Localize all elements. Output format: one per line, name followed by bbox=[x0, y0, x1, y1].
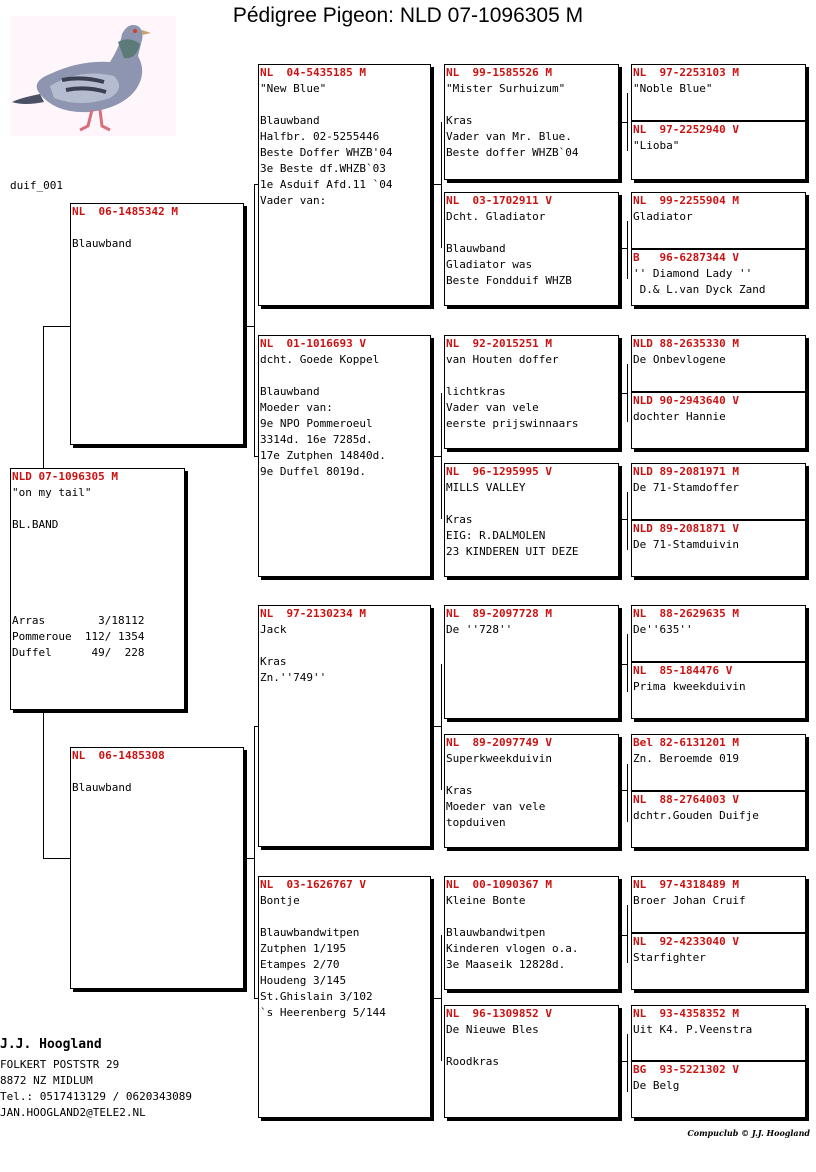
ring-number: NL 00-1090367 M bbox=[446, 878, 552, 891]
pigeon-info: "Lioba" bbox=[633, 139, 680, 152]
ring-number: Bel 82-6131201 M bbox=[633, 736, 739, 749]
pigeon-card-ggp bbox=[444, 876, 619, 990]
ring-number: NL 96-1295995 V bbox=[446, 465, 552, 478]
pigeon-info: Uit K4. P.Veenstra bbox=[633, 1023, 753, 1036]
pigeon-card-ggp bbox=[444, 335, 619, 449]
pigeon-card-gggp bbox=[631, 734, 806, 791]
pigeon-card-ggp bbox=[444, 192, 619, 306]
owner-name: J.J. Hoogland bbox=[0, 1037, 102, 1052]
pigeon-card-gggp bbox=[631, 249, 806, 306]
owner-info bbox=[0, 1036, 192, 1121]
ring-number: NLD 88-2635330 M bbox=[633, 337, 739, 350]
ring-number: NLD 90-2943640 V bbox=[633, 394, 739, 407]
ring-number: NL 92-2015251 M bbox=[446, 337, 552, 350]
ring-number: NL 06-1485308 bbox=[72, 749, 165, 762]
pigeon-info: dcht. Goede Koppel Blauwband Moeder van: 9e NPO Pommeroeul 3314d. 16e 7285d. 17e Zutphen 14840d. 9e Duffel 8019d. bbox=[260, 353, 386, 478]
pigeon-card-ggp bbox=[444, 463, 619, 577]
pigeon-card-gggp bbox=[631, 64, 806, 121]
credit-text: Compuclub © J.J. Hoogland bbox=[687, 1128, 810, 1138]
pigeon-card-gggp bbox=[631, 121, 806, 180]
ring-number: NL 97-2252940 V bbox=[633, 123, 739, 136]
ring-number: NL 99-2255904 M bbox=[633, 194, 739, 207]
pigeon-info: De 71-Stamdoffer bbox=[633, 481, 739, 494]
pigeon-card-gp bbox=[258, 335, 431, 577]
ring-number: NL 92-4233040 V bbox=[633, 935, 739, 948]
pigeon-card-gggp bbox=[631, 791, 806, 848]
ring-number: NL 99-1585526 M bbox=[446, 66, 552, 79]
pigeon-card-gggp bbox=[631, 662, 806, 719]
pigeon-info: "Mister Surhuizum" Kras Vader van Mr. Blue. Beste doffer WHZB`04 bbox=[446, 82, 579, 159]
pigeon-card-gggp bbox=[631, 1061, 806, 1118]
ring-number: NL 88-2629635 M bbox=[633, 607, 739, 620]
ring-number: NL 04-5435185 M bbox=[260, 66, 366, 79]
pigeon-info: De Nieuwe Bles Roodkras bbox=[446, 1023, 539, 1068]
pigeon-info: dochter Hannie bbox=[633, 410, 726, 423]
pigeon-info: MILLS VALLEY Kras EIG: R.DALMOLEN 23 KINDEREN UIT DEZE bbox=[446, 481, 579, 558]
pigeon-card-ggp bbox=[444, 64, 619, 180]
pigeon-info: Broer Johan Cruif bbox=[633, 894, 746, 907]
pigeon-info: De 71-Stamduivin bbox=[633, 538, 739, 551]
owner-phone: Tel.: 0517413129 / 0620343089 bbox=[0, 1090, 193, 1103]
pigeon-info: Dcht. Gladiator Blauwband Gladiator was Beste Fondduif WHZB bbox=[446, 210, 572, 287]
ring-number: NL 89-2097749 V bbox=[446, 736, 552, 749]
pigeon-info: van Houten doffer lichtkras Vader van vele eerste prijswinnaars bbox=[446, 353, 579, 430]
pigeon-info: Bontje Blauwbandwitpen Zutphen 1/195 Etampes 2/70 Houdeng 3/145 St.Ghislain 3/102 `s Heerenberg 5/144 bbox=[260, 894, 386, 1019]
pigeon-card-gp bbox=[258, 605, 431, 847]
pigeon-info: De''635'' bbox=[633, 623, 693, 636]
pigeon-card-gggp bbox=[631, 876, 806, 933]
pigeon-card-father bbox=[70, 203, 244, 445]
pigeon-info: De ''728'' bbox=[446, 623, 513, 636]
pigeon-card-gggp bbox=[631, 463, 806, 520]
pigeon-info: Kleine Bonte Blauwbandwitpen Kinderen vlogen o.a. 3e Maaseik 12828d. bbox=[446, 894, 579, 971]
ring-number: NLD 89-2081871 V bbox=[633, 522, 739, 535]
page-title: Pédigree Pigeon: NLD 07-1096305 M bbox=[232, 4, 584, 27]
ring-number: NL 97-2253103 M bbox=[633, 66, 739, 79]
pigeon-card-main bbox=[10, 468, 185, 710]
pigeon-info: Jack Kras Zn.''749'' bbox=[260, 623, 327, 684]
ring-number: NL 01-1016693 V bbox=[260, 337, 366, 350]
pigeon-info: Blauwband bbox=[72, 237, 132, 250]
pigeon-photo bbox=[10, 16, 176, 136]
pigeon-info: Gladiator bbox=[633, 210, 693, 223]
pigeon-card-gggp bbox=[631, 520, 806, 577]
ring-number: NL 93-4358352 M bbox=[633, 1007, 739, 1020]
ring-number: NL 97-4318489 M bbox=[633, 878, 739, 891]
pigeon-info: dchtr.Gouden Duifje bbox=[633, 809, 759, 822]
ring-number: NL 03-1702911 V bbox=[446, 194, 552, 207]
ring-number: BG 93-5221302 V bbox=[633, 1063, 739, 1076]
pigeon-card-gggp bbox=[631, 392, 806, 449]
pedigree-label: duif_001 bbox=[10, 179, 63, 192]
pigeon-info: De Onbevlogene bbox=[633, 353, 726, 366]
ring-number: NL 97-2130234 M bbox=[260, 607, 366, 620]
ring-number: NL 85-184476 V bbox=[633, 664, 733, 677]
pigeon-card-gggp bbox=[631, 335, 806, 392]
pigeon-card-gggp bbox=[631, 192, 806, 249]
ring-number: NL 96-1309852 V bbox=[446, 1007, 552, 1020]
pigeon-info: Blauwband bbox=[72, 781, 132, 794]
ring-number: NLD 89-2081971 M bbox=[633, 465, 739, 478]
owner-address: FOLKERT POSTSTR 29 bbox=[0, 1058, 120, 1071]
pigeon-card-ggp bbox=[444, 1005, 619, 1118]
pigeon-card-gggp bbox=[631, 933, 806, 990]
ring-number: NLD 07-1096305 M bbox=[12, 470, 118, 483]
ring-number: NL 03-1626767 V bbox=[260, 878, 366, 891]
pigeon-info: Superkweekduivin Kras Moeder van vele topduiven bbox=[446, 752, 552, 829]
ring-number: NL 88-2764003 V bbox=[633, 793, 739, 806]
pigeon-card-gggp bbox=[631, 1005, 806, 1061]
pigeon-info: Zn. Beroemde 019 bbox=[633, 752, 739, 765]
owner-email: JAN.HOOGLAND2@TELE2.NL bbox=[0, 1106, 146, 1119]
pigeon-info: "New Blue" Blauwband Halfbr. 02-5255446 Beste Doffer WHZB'04 3e Beste df.WHZB`03 1e Asduif Afd.11 `04 Vader van: bbox=[260, 82, 393, 207]
ring-number: NL 06-1485342 M bbox=[72, 205, 178, 218]
pigeon-info: Prima kweekduivin bbox=[633, 680, 746, 693]
pigeon-card-gp bbox=[258, 876, 431, 1118]
pigeon-card-ggp bbox=[444, 734, 619, 848]
pigeon-info: De Belg bbox=[633, 1079, 680, 1092]
pigeon-card-gggp bbox=[631, 605, 806, 662]
pigeon-card-gp bbox=[258, 64, 431, 306]
ring-number: B 96-6287344 V bbox=[633, 251, 739, 264]
pigeon-card-mother bbox=[70, 747, 244, 989]
pigeon-info: "Noble Blue" bbox=[633, 82, 713, 95]
pigeon-info: "on my tail" BL.BAND Arras 3/18112 Pommeroue 112/ 1354 Duffel 49/ 228 bbox=[12, 486, 145, 659]
owner-city: 8872 NZ MIDLUM bbox=[0, 1074, 93, 1087]
pigeon-info: '' Diamond Lady '' D.& L.van Dyck Zand bbox=[633, 267, 766, 296]
pigeon-card-ggp bbox=[444, 605, 619, 719]
ring-number: NL 89-2097728 M bbox=[446, 607, 552, 620]
pigeon-info: Starfighter bbox=[633, 951, 706, 964]
